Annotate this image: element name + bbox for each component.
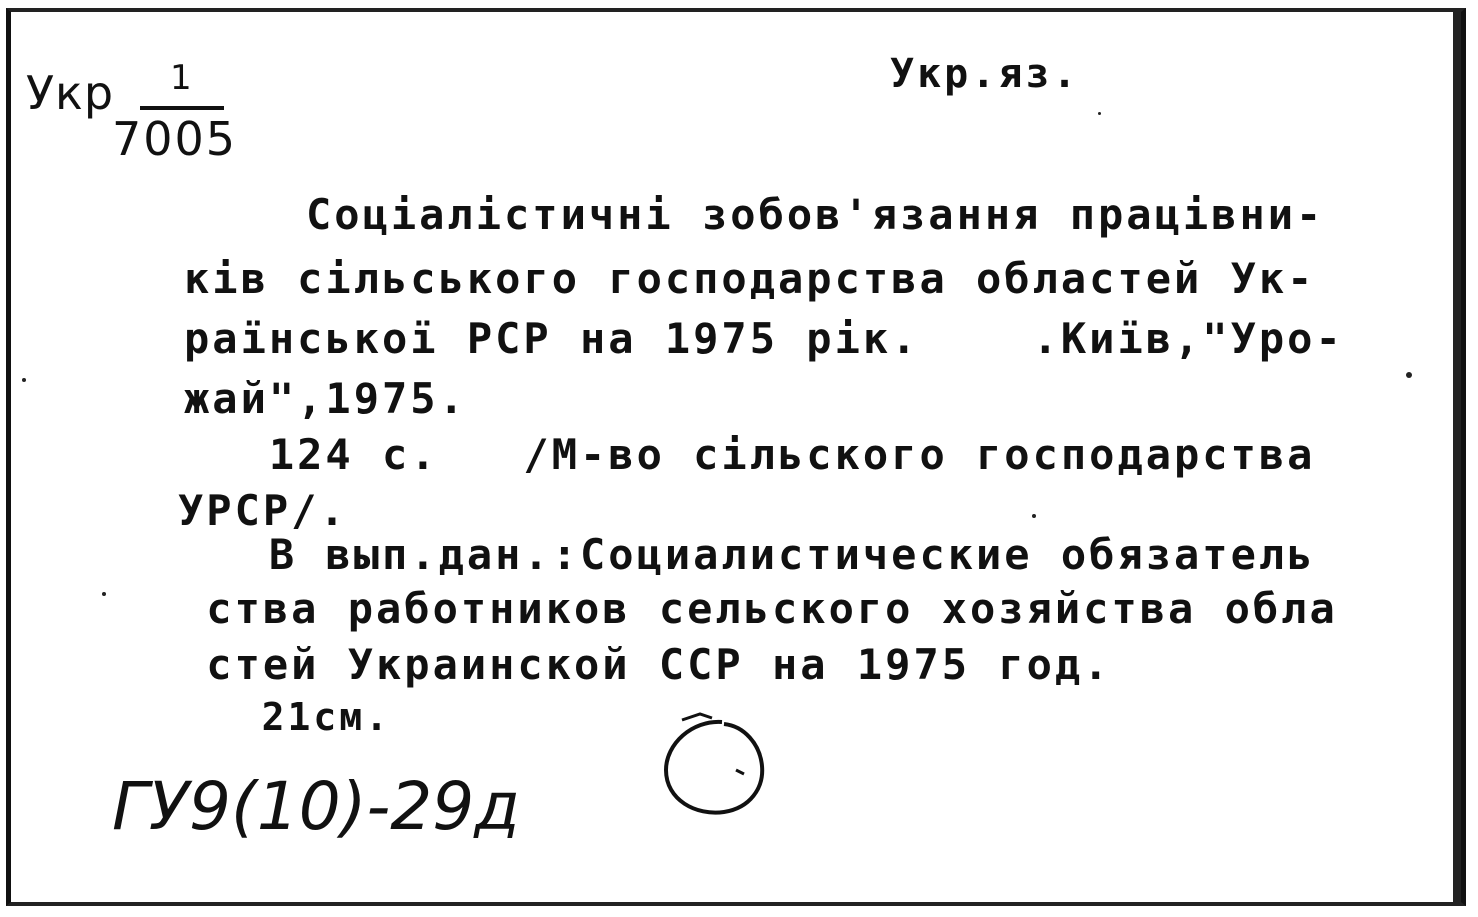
call-number-handwritten: Укр: [26, 66, 115, 120]
punch-hole-ring: [652, 708, 782, 828]
call-fraction-top: 1: [170, 58, 192, 98]
body-line-10: 21см.: [184, 695, 392, 739]
body-line-4: жай",1975.: [184, 374, 467, 423]
fraction-bar: [140, 106, 224, 110]
shelf-mark-handwritten: ГУ9(10)-29д: [112, 768, 520, 845]
speck: [22, 378, 26, 382]
body-line-7: В вып.дан.:Социалистические обязатель: [184, 530, 1316, 579]
card-edge-shadow: [1453, 12, 1461, 902]
body-line-8: ства работников сельского хозяйства обла: [178, 584, 1338, 633]
speck: [1032, 514, 1036, 518]
body-line-6: УРСР/.: [178, 486, 348, 535]
speck: [1406, 372, 1412, 378]
language-note: Укр.яз.: [890, 51, 1080, 97]
body-line-9: стей Украинской ССР на 1975 год.: [178, 640, 1112, 689]
body-line-5: 124 с. /М-во сільского господарства: [184, 430, 1316, 479]
body-line-2: ків сільського господарства областей Ук-: [184, 254, 1316, 303]
body-line-1: Соціалістичні зобов'язання працівни-: [306, 190, 1325, 239]
speck: [102, 592, 106, 596]
speck: [1098, 112, 1101, 115]
call-fraction-bottom: 7005: [112, 112, 238, 166]
body-line-3: раїнської РСР на 1975 рік. .Київ,"Уро-: [184, 314, 1344, 363]
